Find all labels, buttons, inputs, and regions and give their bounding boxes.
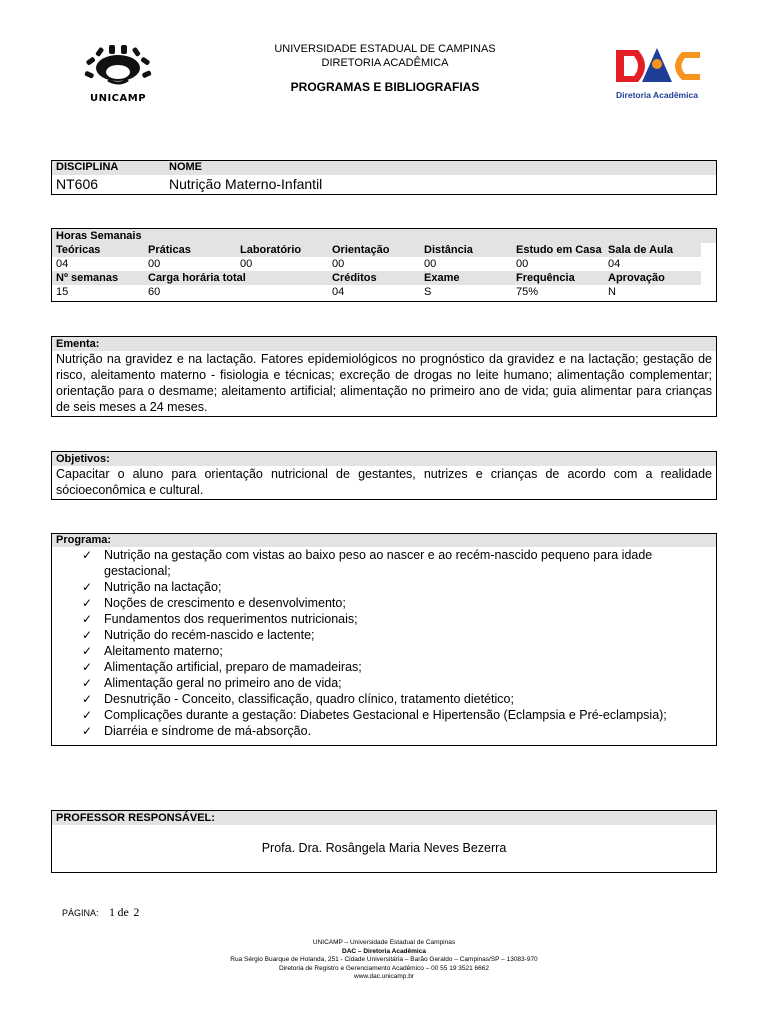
val-teoricas: 04 bbox=[56, 258, 69, 270]
pagination bbox=[62, 906, 139, 919]
col-praticas: Práticas bbox=[148, 244, 191, 256]
footer-phone: Diretoria de Registro e Gerenciamento Acadêmico – 00 55 19 3521 6662 bbox=[279, 964, 489, 972]
list-item: ✓ Nutrição na lactação; bbox=[82, 580, 222, 594]
footer-address: Rua Sérgio Buarque de Holanda, 251 - Cidade Universitária – Barão Geraldo – Campinas/SP – 13083-970 bbox=[230, 956, 538, 963]
col-carga-horaria: Carga horária total bbox=[148, 272, 246, 284]
professor-name: Profa. Dra. Rosângela Maria Neves Bezerra bbox=[261, 841, 507, 855]
list-item: ✓ Alimentação geral no primeiro ano de vida; bbox=[82, 676, 342, 690]
list-item: ✓ Diarréia e síndrome de má-absorção. bbox=[82, 724, 312, 738]
ementa-box bbox=[51, 336, 717, 417]
programa-box bbox=[51, 533, 717, 746]
list-item: ✓ Noções de crescimento e desenvolvimento; bbox=[82, 596, 346, 610]
list-item: ✓ Nutrição do recém-nascido e lactente; bbox=[82, 628, 315, 642]
horas-box bbox=[51, 228, 717, 302]
checkmark-icon: ✓ bbox=[82, 708, 93, 722]
val-orientacao: 00 bbox=[332, 258, 345, 270]
programa-list bbox=[52, 547, 716, 739]
list-item: ✓ Nutrição na gestação com vistas ao baixo peso ao nascer e ao recém-nascido pequeno para idade gestacional; bbox=[82, 548, 653, 578]
objetivos-label: Objetivos: bbox=[52, 452, 716, 466]
val-carga-horaria: 60 bbox=[148, 286, 161, 298]
list-item: ✓ Aleitamento materno; bbox=[82, 644, 223, 658]
professor-label: PROFESSOR RESPONSÁVEL: bbox=[52, 811, 716, 825]
footer-line2: DAC – Diretoria Acadêmica bbox=[342, 947, 426, 955]
val-aprovacao: N bbox=[608, 286, 616, 298]
val-sala-de-aula: 04 bbox=[608, 258, 621, 270]
list-item: ✓ Fundamentos dos requerimentos nutricionais; bbox=[82, 612, 358, 626]
list-item: ✓ Alimentação artificial, preparo de mamadeiras; bbox=[82, 660, 362, 674]
col-creditos: Créditos bbox=[332, 272, 377, 284]
checkmark-icon: ✓ bbox=[82, 692, 93, 706]
disciplina-label: DISCIPLINA bbox=[56, 161, 119, 173]
checkmark-icon: ✓ bbox=[82, 724, 93, 738]
footer-line1: UNICAMP – Universidade Estadual de Campinas bbox=[312, 939, 456, 946]
unicamp-logo-icon bbox=[82, 44, 154, 90]
col-orientacao: Orientação bbox=[332, 244, 390, 256]
university-name: UNIVERSIDADE ESTADUAL DE CAMPINAS bbox=[274, 43, 496, 55]
pagination-total: 2 bbox=[133, 905, 140, 919]
header-title-block bbox=[220, 42, 550, 94]
disciplina-name: Nutrição Materno-Infantil bbox=[169, 176, 323, 192]
pagination-separator: de bbox=[117, 905, 129, 919]
col-frequencia: Frequência bbox=[516, 272, 575, 284]
val-praticas: 00 bbox=[148, 258, 161, 270]
checkmark-icon: ✓ bbox=[82, 628, 93, 642]
val-n-semanas: 15 bbox=[56, 286, 69, 298]
document-title: PROGRAMAS E BIBLIOGRAFIAS bbox=[290, 80, 480, 94]
checkmark-icon: ✓ bbox=[82, 660, 93, 674]
list-item: ✓ Desnutrição - Conceito, classificação, quadro clínico, tratamento dietético; bbox=[82, 692, 514, 706]
val-distancia: 00 bbox=[424, 258, 437, 270]
col-laboratorio: Laboratório bbox=[240, 244, 302, 256]
horas-row1-headers bbox=[52, 243, 701, 257]
disciplina-code: NT606 bbox=[56, 176, 99, 192]
checkmark-icon: ✓ bbox=[82, 548, 93, 562]
pagination-label: PÁGINA: bbox=[62, 908, 99, 918]
checkmark-icon: ✓ bbox=[82, 596, 93, 610]
horas-section-label: Horas Semanais bbox=[52, 229, 716, 243]
col-aprovacao: Aprovação bbox=[608, 272, 665, 284]
programa-label: Programa: bbox=[52, 534, 716, 547]
professor-box bbox=[51, 810, 717, 873]
pagination-current: 1 bbox=[109, 905, 116, 919]
objetivos-text: Capacitar o aluno para orientação nutricional de gestantes, nutrizes e crianças de acordo com a realidade sócioeconômica e cultural. bbox=[56, 467, 712, 497]
unicamp-logo bbox=[82, 44, 154, 102]
checkmark-icon: ✓ bbox=[82, 644, 93, 658]
val-estudo-em-casa: 00 bbox=[516, 258, 529, 270]
unicamp-logo-text: UNICAMP bbox=[89, 93, 147, 104]
ementa-label: Ementa: bbox=[52, 337, 716, 351]
checkmark-icon: ✓ bbox=[82, 676, 93, 690]
horas-row2-values bbox=[52, 285, 716, 299]
val-exame: S bbox=[424, 286, 432, 298]
checkmark-icon: ✓ bbox=[82, 580, 93, 594]
footer bbox=[0, 939, 768, 982]
col-teoricas: Teóricas bbox=[56, 244, 101, 256]
ementa-text: Nutrição na gravidez e na lactação. Fatores epidemiológicos no prognóstico da gravidez e na lactação; gestação de risco, aleitamento materno - fisiologia e técnicas; excreção de drogas no leite humano; alimentação complementar; orientação para o desmame; aleitamento artificial; alimentação no primeiro ano de vida; guia alimentar para crianças de seis meses a 24 meses. bbox=[56, 352, 712, 414]
disciplina-value-row bbox=[52, 175, 716, 193]
disciplina-header-row bbox=[52, 161, 716, 175]
dac-logo-icon bbox=[608, 44, 706, 86]
checkmark-icon: ✓ bbox=[82, 612, 93, 626]
col-n-semanas: Nº semanas bbox=[56, 272, 119, 284]
footer-website: www.dac.unicamp.br bbox=[354, 973, 414, 980]
val-frequencia: 75% bbox=[516, 286, 539, 298]
col-exame: Exame bbox=[424, 272, 460, 284]
horas-row2-headers bbox=[52, 271, 701, 285]
dac-logo-text: Diretoria Acadêmica bbox=[616, 90, 698, 100]
objetivos-box bbox=[51, 451, 717, 500]
disciplina-box bbox=[51, 160, 717, 195]
val-laboratorio: 00 bbox=[240, 258, 253, 270]
directorate-name: DIRETORIA ACADÊMICA bbox=[321, 57, 449, 69]
dac-logo bbox=[608, 44, 706, 100]
nome-label: NOME bbox=[169, 161, 202, 173]
col-distancia: Distância bbox=[424, 244, 473, 256]
val-creditos: 04 bbox=[332, 286, 345, 298]
horas-row1-values bbox=[52, 257, 716, 271]
col-estudo-em-casa: Estudo em Casa bbox=[516, 244, 602, 256]
col-sala-de-aula: Sala de Aula bbox=[608, 244, 674, 256]
list-item: ✓ Complicações durante a gestação: Diabetes Gestacional e Hipertensão (Eclampsia e Pré-eclampsia); bbox=[82, 708, 667, 722]
